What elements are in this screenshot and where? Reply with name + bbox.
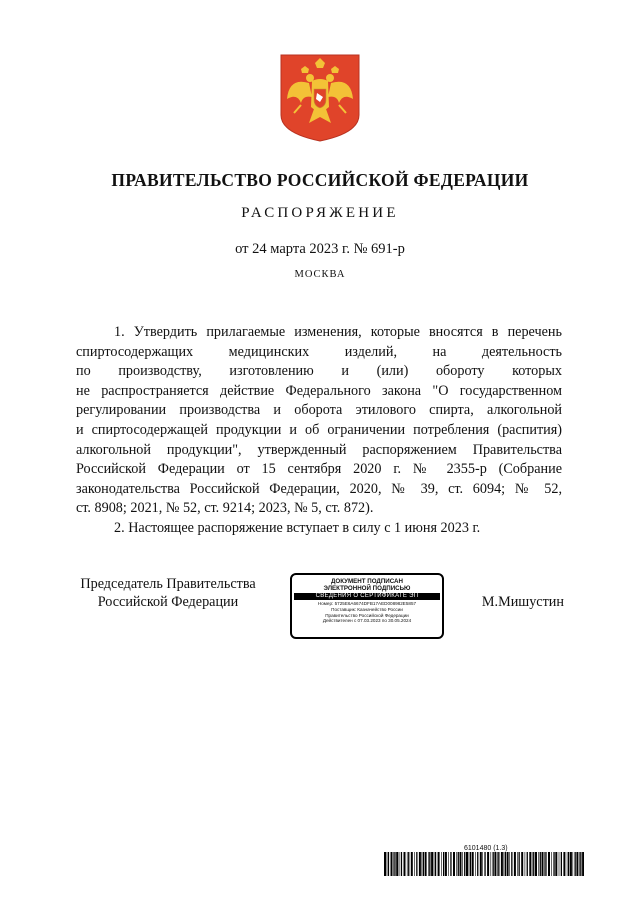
barcode-stripe <box>561 852 562 876</box>
barcode-stripe <box>555 852 557 876</box>
barcode-stripe <box>538 852 539 876</box>
barcode-stripe <box>416 852 417 876</box>
barcode-stripe <box>505 852 506 876</box>
barcode-stripe <box>414 852 415 876</box>
city: МОСКВА <box>294 269 346 280</box>
signatory-position <box>78 575 258 611</box>
barcode-stripe <box>384 852 386 876</box>
barcode-stripe <box>482 852 483 876</box>
page-title: ПРАВИТЕЛЬСТВО РОССИЙСКОЙ ФЕДЕРАЦИИ <box>111 170 529 190</box>
barcode-stripe <box>567 852 568 876</box>
barcode-stripe <box>575 852 576 876</box>
date-and-number: от 24 марта 2023 г. № 691-р <box>235 241 405 257</box>
barcode-stripe <box>475 852 476 876</box>
barcode-stripe <box>431 852 433 876</box>
electronic-signature-stamp <box>290 573 444 639</box>
stamp-line: ДОКУМЕНТ ПОДПИСАН <box>331 578 403 585</box>
barcode-stripe <box>391 852 393 876</box>
barcode-stripe <box>419 852 421 876</box>
barcode-stripe <box>576 852 578 876</box>
barcode-stripe <box>429 852 430 876</box>
barcode-stripe <box>411 852 413 876</box>
barcode-stripe <box>545 852 546 876</box>
barcode-stripe <box>494 852 496 876</box>
barcode-stripe <box>487 852 489 876</box>
body-line: и спиртосодержащей продукции и об ограничении потребления (распития) <box>76 421 562 438</box>
barcode-stripe <box>519 852 520 876</box>
barcode-stripe <box>532 852 533 876</box>
position-line: Российской Федерации <box>97 594 239 610</box>
barcode-stripe <box>484 852 485 876</box>
barcode-stripe <box>527 852 528 876</box>
barcode-stripe <box>498 852 499 876</box>
barcode-stripe <box>470 852 471 876</box>
barcode-stripe <box>393 852 394 876</box>
body-line: не распространяется действие Федерального закона "О государственном <box>76 382 562 399</box>
barcode-stripe <box>401 852 402 876</box>
barcode-stripe <box>388 852 389 876</box>
barcode-stripe <box>464 852 465 876</box>
barcode-stripe <box>580 852 581 876</box>
body-line: регулировании производства и оборота этилового спирта, алкогольной <box>76 402 562 419</box>
barcode-stripe <box>563 852 565 876</box>
barcode-stripe <box>551 852 552 876</box>
barcode-stripe <box>501 852 503 876</box>
body-line: алкогольной продукции", утвержденный распоряжением Правительства <box>76 441 562 458</box>
barcode-stripe <box>453 852 455 876</box>
barcode-stripe <box>511 852 512 876</box>
document-body <box>76 323 562 539</box>
barcode-stripe <box>544 852 545 876</box>
barcode-stripe <box>438 852 440 876</box>
barcode-stripe <box>509 852 510 876</box>
barcode-stripe <box>553 852 554 876</box>
barcode-stripe <box>542 852 544 876</box>
stamp-issuer: Правительство Российской Федерации <box>325 612 409 618</box>
barcode-stripe <box>456 852 457 876</box>
barcode-stripe <box>582 852 584 876</box>
stamp-line: ЭЛЕКТРОННОЙ ПОДПИСЬЮ <box>323 585 411 592</box>
stamp-issuer: Поставщик: Казначейство России <box>331 606 403 612</box>
barcode-stripe <box>387 852 388 876</box>
barcode-stripe <box>507 852 509 876</box>
stamp-serial: Номер: 5725E6A6674DFB17AED008982E5857 <box>317 601 417 606</box>
barcode-stripe <box>396 852 398 876</box>
body-line: законодательства Российской Федерации, 2020, № 39, ст. 6094; № 52, <box>76 480 562 497</box>
barcode-stripe <box>428 852 429 876</box>
barcode-stripe <box>435 852 436 876</box>
barcode-stripe <box>540 852 541 876</box>
barcode-stripe <box>548 852 550 876</box>
barcode-stripe <box>493 852 494 876</box>
barcode-stripe <box>497 852 498 876</box>
barcode-stripe <box>504 852 505 876</box>
barcode-stripe <box>450 852 451 876</box>
barcode-stripe <box>570 852 572 876</box>
stamp-bar: СВЕДЕНИЯ О СЕРТИФИКАТЕ ЭП <box>294 593 440 600</box>
barcode-stripe <box>529 852 531 876</box>
stamp-validity: Действителен с 07.03.2023 по 30.05.2024 <box>322 618 412 624</box>
barcode-stripe <box>423 852 424 876</box>
barcode-stripe <box>477 852 478 876</box>
body-line: 2. Настоящее распоряжение вступает в силу с 1 июня 2023 г. <box>114 519 481 536</box>
barcode-stripe <box>469 852 470 876</box>
barcode-stripe <box>404 852 406 876</box>
barcode-stripe <box>407 852 408 876</box>
barcode-stripe <box>480 852 482 876</box>
barcode-stripe <box>573 852 574 876</box>
barcode-stripe <box>425 852 427 876</box>
barcode <box>384 852 584 876</box>
barcode-stripe <box>441 852 442 876</box>
body-line: 1. Утвердить прилагаемые изменения, которые вносятся в перечень <box>114 324 562 340</box>
barcode-stripe <box>517 852 518 876</box>
barcode-stripe <box>408 852 409 876</box>
signatory-name: М.Мишустин <box>481 594 564 610</box>
barcode-stripe <box>535 852 537 876</box>
barcode-stripe <box>458 852 459 876</box>
barcode-stripe <box>394 852 395 876</box>
barcode-stripe <box>462 852 463 876</box>
barcode-stripe <box>448 852 449 876</box>
barcode-stripe <box>514 852 516 876</box>
position-line: Председатель Правительства <box>80 576 256 592</box>
barcode-stripe <box>521 852 523 876</box>
document-type: РАСПОРЯЖЕНИЕ <box>241 205 399 221</box>
body-line: по производству, изготовлению и (или) обороту которых <box>76 363 562 380</box>
body-line: спиртосодержащих медицинских изделий, на деятельность <box>76 343 562 360</box>
barcode-stripe <box>491 852 492 876</box>
barcode-stripe <box>445 852 447 876</box>
barcode-stripe <box>434 852 435 876</box>
barcode-stripe <box>533 852 534 876</box>
barcode-stripe <box>443 852 444 876</box>
barcode-stripe <box>422 852 423 876</box>
barcode-stripe <box>399 852 400 876</box>
barcode-stripe <box>472 852 474 876</box>
barcode-stripe <box>525 852 526 876</box>
coat-of-arms-emblem <box>279 53 361 143</box>
barcode-number: 6101480 (1.3) <box>464 845 508 852</box>
barcode-stripe <box>568 852 569 876</box>
barcode-stripe <box>466 852 468 876</box>
body-line: ст. 8908; 2021, № 52, ст. 9214; 2023, № 5, ст. 872). <box>76 500 374 517</box>
body-line: Российской Федерации от 15 сентября 2020 г. № 2355-р (Собрание <box>76 461 562 478</box>
barcode-stripe <box>460 852 462 876</box>
barcode-stripe <box>579 852 580 876</box>
barcode-stripe <box>559 852 560 876</box>
